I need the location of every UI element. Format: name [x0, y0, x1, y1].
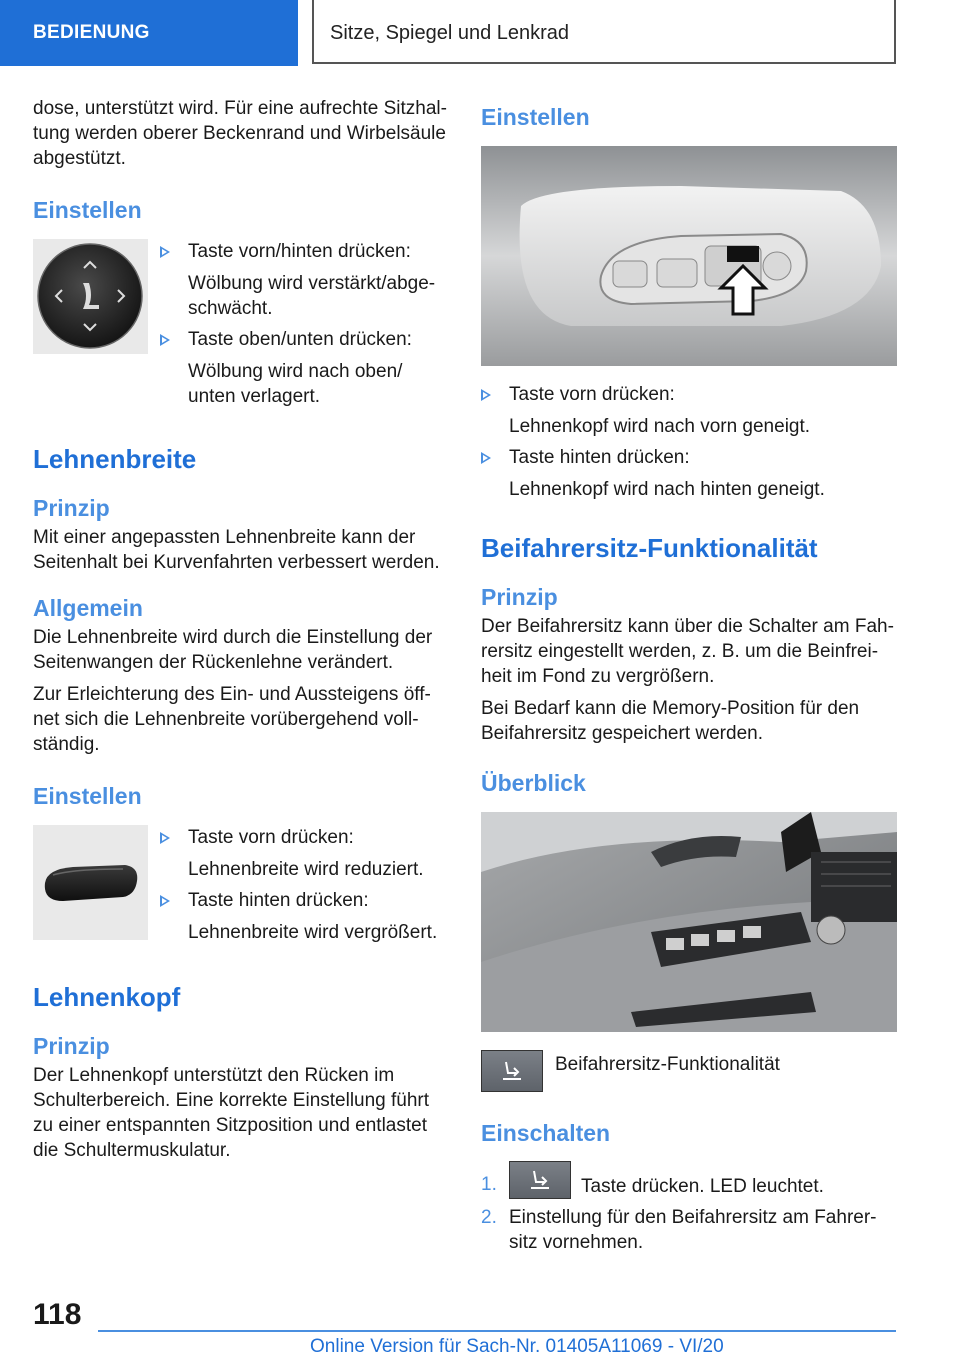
lehnenbreite-prinzip-text: Mit einer angepassten Lehnenbreite kann der Seitenhalt bei Kurvenfahrten verbessert werden.: [33, 527, 440, 573]
intro-paragraph: dose, unterstützt wird. Für eine aufrechte Sitzhal-tung werden oberer Beckenrand und Wirbelsäule abgestützt.: [33, 98, 447, 169]
triangle-bullet-icon: [481, 389, 491, 401]
left-column: [33, 96, 449, 1163]
width-switch-image: [33, 825, 148, 940]
right-column: [481, 96, 897, 1261]
lehnenbreite-adjust-block: [33, 825, 449, 951]
lehnenbreite-prinzip-heading: Prinzip: [33, 495, 110, 521]
list-item: 2. Einstellung für den Beifahrersitz am Fahrer-sitz vornehmen.: [481, 1207, 877, 1253]
icon-caption: Beifahrersitz-Funktionalität: [555, 1054, 780, 1075]
section-label: BEDIENUNG: [0, 0, 298, 66]
lehnenkopf-prinzip-heading: Prinzip: [33, 1033, 110, 1059]
list-item: 1. Taste drücken. LED leuchtet.: [481, 1160, 897, 1199]
chapter-title: Sitze, Spiegel und Lenkrad: [312, 0, 896, 64]
beifahrer-heading: Beifahrersitz-Funktionalität: [481, 533, 818, 563]
lehnenkopf-instructions: [481, 382, 897, 502]
lehnenkopf-einstellen-heading: Einstellen: [481, 104, 590, 130]
lehnenbreite-einstellen-heading: Einstellen: [33, 783, 142, 809]
lumbar-switch-image: [33, 239, 148, 354]
lumbar-einstellen-heading: Einstellen: [33, 197, 142, 223]
beifahrer-prinzip-heading: Prinzip: [481, 584, 558, 610]
list-item: Taste hinten drücken: Lehnenbreite wird vergrößert.: [160, 888, 437, 945]
triangle-bullet-icon: [160, 832, 170, 844]
ueberblick-heading: Überblick: [481, 770, 586, 796]
icon-caption-row: [481, 1050, 897, 1092]
door-panel-photo: [481, 812, 897, 1032]
lumbar-instructions: [160, 239, 449, 415]
beifahrer-prinzip-text-2: Bei Bedarf kann die Memory-Position für den Beifahrersitz gespeichert werden.: [481, 698, 860, 744]
triangle-bullet-icon: [160, 334, 170, 346]
lehnenkopf-prinzip-text: Der Lehnenkopf unterstützt den Rücken im Schulterbereich. Eine korrekte Einstellung führt zu einer entspannten Sitzposition und entlastet die Schultermuskulatur.: [33, 1065, 430, 1161]
page-header: [0, 0, 960, 66]
list-item: Taste vorn/hinten drücken: Wölbung wird verstärkt/abge-schwächt.: [160, 239, 449, 321]
seat-switch-photo: [481, 146, 897, 366]
einschalten-heading: Einschalten: [481, 1120, 611, 1146]
beifahrer-prinzip-text-1: Der Beifahrersitz kann über die Schalter am Fah-rersitz eingestellt werden, z. B. um die Beinfrei-heit im Fond zu vergrößern.: [481, 616, 894, 687]
triangle-bullet-icon: [481, 452, 491, 464]
list-item: Taste oben/unten drücken: Wölbung wird nach oben/ unten verlagert.: [160, 327, 449, 409]
footer-text: Online Version für Sach-Nr. 01405A11069 - VI/20: [310, 1336, 724, 1357]
triangle-bullet-icon: [160, 895, 170, 907]
lehnenkopf-heading: Lehnenkopf: [33, 982, 181, 1012]
lehnenbreite-allgemein-heading: Allgemein: [33, 595, 143, 621]
einschalten-steps: [481, 1160, 897, 1255]
list-item: Taste vorn drücken: Lehnenbreite wird reduziert.: [160, 825, 437, 882]
lehnenbreite-instructions: [160, 825, 437, 951]
lehnenbreite-allgemein-text-1: Die Lehnenbreite wird durch die Einstellung der Seitenwangen der Rückenlehne verändert.: [33, 627, 433, 673]
list-item: Taste vorn drücken: Lehnenkopf wird nach vorn geneigt.: [481, 382, 897, 439]
lumbar-adjust-block: [33, 239, 449, 415]
list-item: Taste hinten drücken: Lehnenkopf wird nach hinten geneigt.: [481, 445, 897, 502]
passenger-seat-button-icon: [509, 1161, 571, 1199]
footer-divider: [98, 1330, 896, 1332]
lehnenbreite-heading: Lehnenbreite: [33, 444, 197, 474]
page-number: 118: [33, 1298, 82, 1331]
lehnenbreite-allgemein-text-2: Zur Erleichterung des Ein- und Aussteigens öff-net sich die Lehnenbreite vorübergehend voll-ständig.: [33, 684, 431, 755]
triangle-bullet-icon: [160, 246, 170, 258]
passenger-seat-function-icon: [481, 1050, 543, 1092]
